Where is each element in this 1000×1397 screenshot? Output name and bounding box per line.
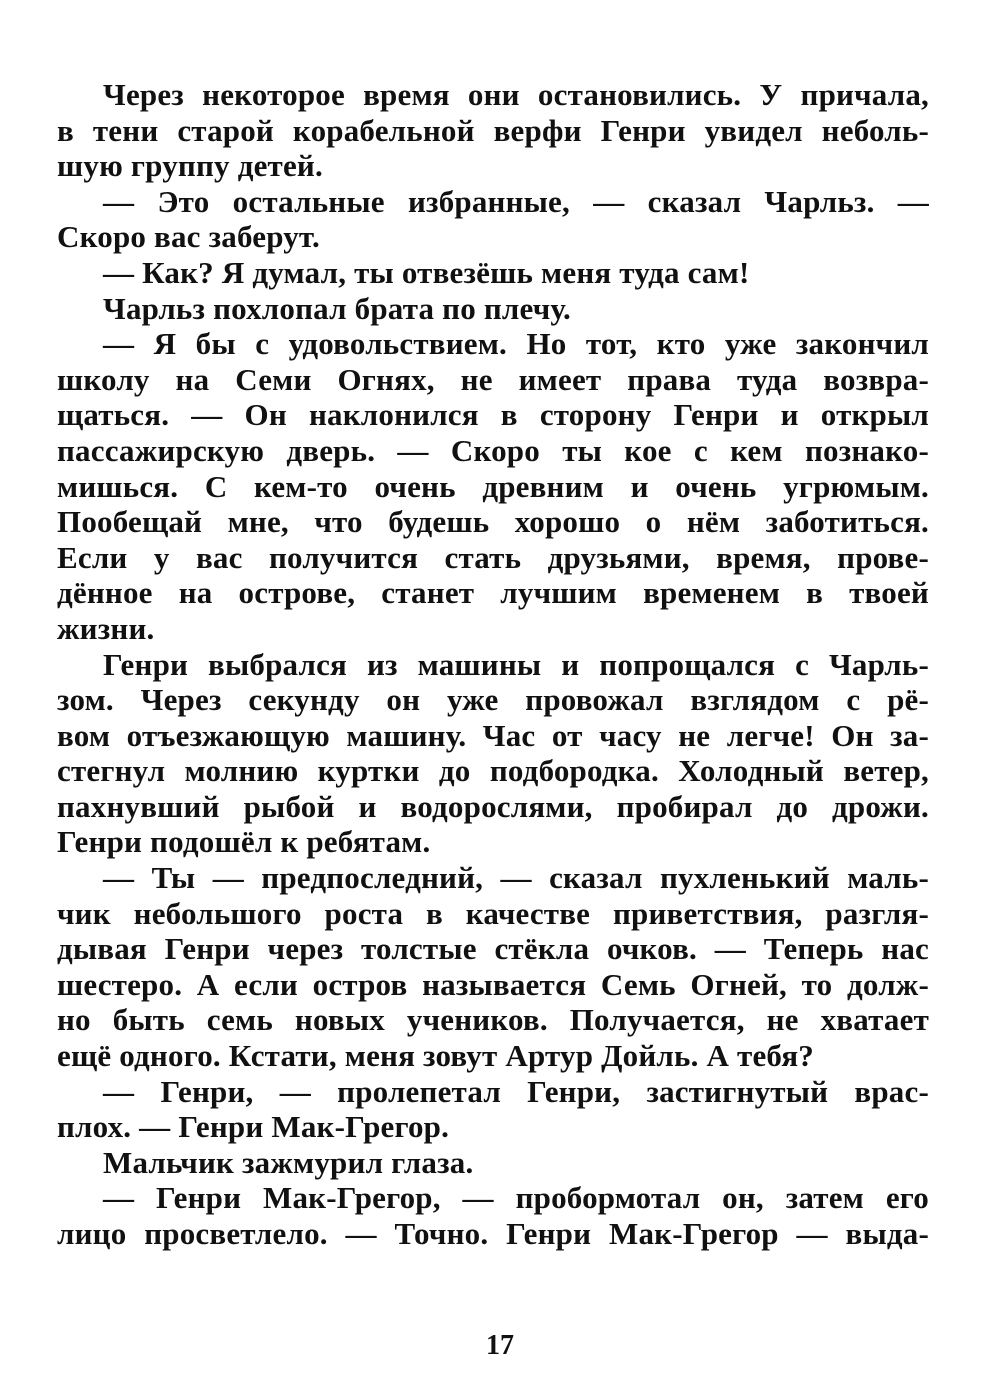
text-line: зом. Через секунду он уже провожал взглядом с рё- — [57, 682, 929, 718]
text-line: — Как? Я думал, ты отвезёшь меня туда сам! — [103, 254, 750, 290]
text-line: шестеро. А если остров называется Семь Огней, то долж- — [57, 966, 929, 1002]
text-line: Чарльз похлопал брата по плечу. — [103, 290, 571, 326]
text-line: лицо просветлело. — Точно. Генри Мак-Грегор — выда- — [57, 1216, 929, 1251]
text-line: шую группу детей. — [57, 148, 323, 184]
text-line: плох. — Генри Мак-Грегор. — [57, 1109, 450, 1145]
text-line: пассажирскую дверь. — Скоро ты кое с кем познако- — [57, 432, 929, 468]
page-number: 17 — [486, 1330, 514, 1361]
text-line: Генри выбрался из машины и попрощался с Чарль- — [103, 646, 929, 682]
text-line: Пообещай мне, что будешь хорошо о нём заботиться. — [57, 504, 929, 540]
text-line: мишься. С кем-то очень древним и очень угрюмым. — [57, 468, 929, 504]
text-line: пахнувший рыбой и водорослями, пробирал до дрожи. — [57, 788, 929, 824]
text-line: — Я бы с удовольствием. Но тот, кто уже закончил — [103, 326, 929, 362]
text-line: жизни. — [57, 610, 155, 646]
text-line: — Это остальные избранные, — сказал Чарльз. — — [103, 183, 929, 219]
text-line: но быть семь новых учеников. Получается, не хватает — [57, 1002, 929, 1038]
text-line: Через некоторое время они остановились. У причала, — [103, 77, 929, 112]
text-line: дённое на острове, станет лучшим временем в твоей — [57, 575, 929, 611]
text-line: стегнул молнию куртки до подбородка. Холодный ветер, — [57, 753, 929, 789]
text-line: в тени старой корабельной верфи Генри увидел неболь- — [57, 112, 929, 148]
text-line: Мальчик зажмурил глаза. — [103, 1144, 474, 1180]
book-page-text — [57, 77, 929, 1252]
text-line: — Генри Мак-Грегор, — пробормотал он, затем его — [103, 1180, 929, 1216]
text-line: ещё одного. Кстати, меня зовут Артур Дойль. А тебя? — [57, 1038, 815, 1074]
text-line: Генри подошёл к ребятам. — [57, 824, 431, 860]
text-line: дывая Генри через толстые стёкла очков. — Теперь нас — [57, 931, 929, 967]
text-line: школу на Семи Огнях, не имеет права туда возвра- — [57, 361, 929, 397]
text-line: — Генри, — пролепетал Генри, застигнутый врас- — [103, 1073, 929, 1109]
text-line: щаться. — Он наклонился в сторону Генри и открыл — [57, 397, 929, 433]
text-line: — Ты — предпоследний, — сказал пухленький маль- — [103, 860, 929, 896]
text-line: вом отъезжающую машину. Час от часу не легче! Он за- — [57, 717, 929, 753]
text-line: чик небольшого роста в качестве приветствия, разгля- — [57, 895, 929, 931]
text-line: Скоро вас заберут. — [57, 219, 320, 255]
text-line: Если у вас получится стать друзьями, время, прове- — [57, 539, 929, 575]
